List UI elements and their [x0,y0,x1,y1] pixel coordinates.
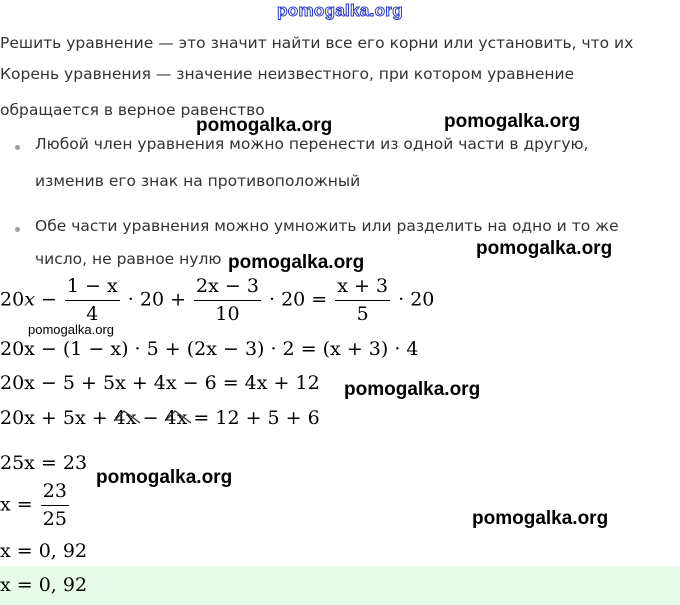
eq4-left: 20x + 5x + [0,407,108,429]
watermark-text: pomogalka.org [96,467,233,488]
eq1-fraction-1 [65,276,120,325]
eq1-fraction-2 [194,276,261,325]
eq6-lhs: x = [0,493,33,516]
equation-4 [0,409,320,428]
eq1-fraction-3-denominator: 5 [356,302,369,325]
eq6-numerator: 23 [41,481,69,506]
eq1-mul-2: · 20 = [269,288,328,311]
answer-highlight [0,566,680,605]
watermark-text: pomogalka.org [472,508,609,529]
watermark-text-small: pomogalka.org [28,322,114,337]
eq1-fraction-2-denominator: 10 [215,302,240,325]
answer-equation: x = 0, 92 [0,574,88,596]
paragraph-definition-1: Решить уравнение — это значит найти все его корни или установить, что их [0,34,634,52]
watermark-text: pomogalka.org [196,115,333,136]
equation-5: 25x = 23 [0,452,88,474]
eq1-fraction-3 [335,276,390,325]
site-watermark-header: pomogalka.org [277,1,403,20]
bullet-dot-2 [15,227,20,232]
eq1-var: x [24,288,35,311]
paragraph-definition-2: Корень уравнения — значение неизвестного, при котором уравнение [0,65,575,83]
eq6-denominator: 25 [42,507,67,530]
eq1-fraction-1-denominator: 4 [86,302,99,325]
bullet-1-line-2: изменив его знак на противоположный [35,172,361,190]
eq4-mid: − [142,407,159,429]
bullet-dot-1 [15,145,20,150]
equation-3: 20x − 5 + 5x + 4x − 6 = 4x + 12 [0,372,320,394]
equation-6 [0,481,71,530]
eq1-fraction-3-numerator: x + 3 [335,276,390,301]
bullet-2-line-1: Обе части уравнения можно умножить или разделить на одно и то же [35,217,619,235]
watermark-text: pomogalka.org [476,238,613,259]
eq4-right: = 12 + 5 + 6 [193,407,320,429]
bullet-1-line-1: Любой член уравнения можно перенести из одной части в другую, [35,135,589,153]
strike-mark-icon [112,405,142,427]
eq1-coef: 20 [0,288,25,311]
equation-1 [0,276,434,325]
equation-2: 20x − (1 − x) · 5 + (2x − 3) · 2 = (x + 3) · 4 [0,338,419,360]
watermark-text: pomogalka.org [444,111,581,132]
strike-mark-icon [163,405,193,427]
equation-7: x = 0, 92 [0,540,88,562]
paragraph-definition-3: обращается в верное равенство [0,101,265,119]
eq1-fraction-1-numerator: 1 − x [65,276,120,301]
eq6-fraction [41,481,69,530]
bullet-2-line-2: число, не равное нулю [35,250,222,268]
eq4-cancelled-term-2: 4x [165,409,188,428]
eq1-mul-1: · 20 + [127,288,186,311]
watermark-text: pomogalka.org [344,379,481,400]
watermark-text: pomogalka.org [228,252,365,273]
eq1-minus: − [40,288,57,311]
eq1-mul-3: · 20 [398,288,435,311]
eq4-cancelled-term-1: 4x [114,409,137,428]
eq1-fraction-2-numerator: 2x − 3 [194,276,261,301]
